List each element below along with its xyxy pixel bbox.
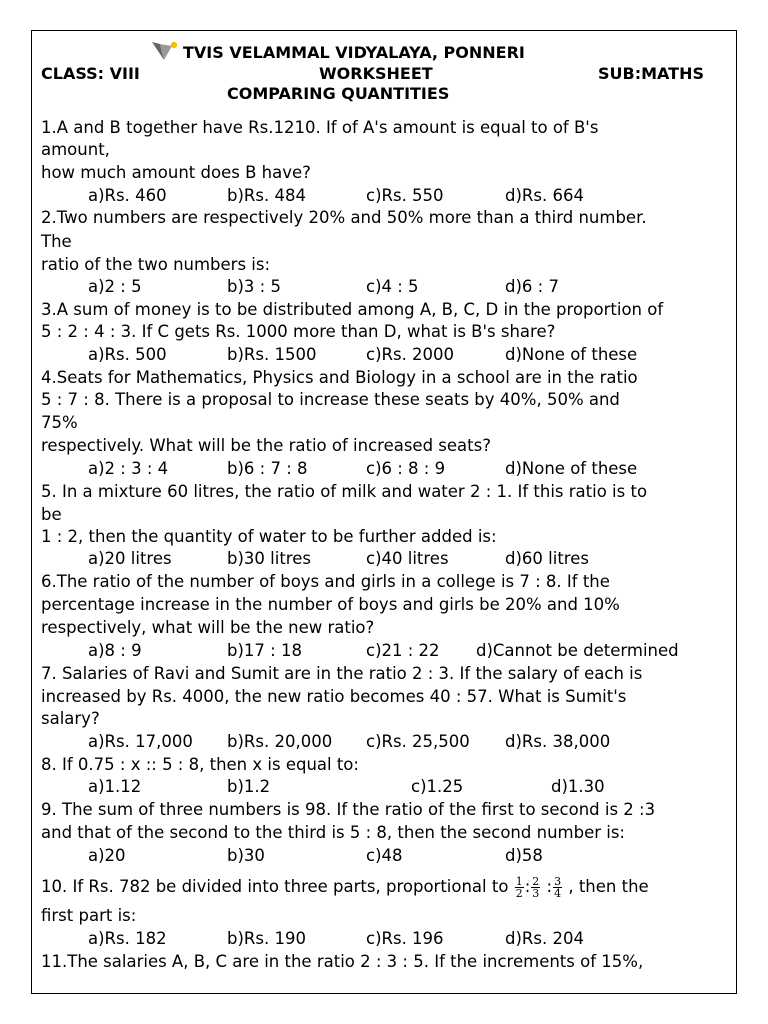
fraction-numerator: 2 <box>532 875 540 888</box>
question-line: 9. The sum of three numbers is 98. If the ratio of the first to second is 2 :3 <box>41 800 656 819</box>
option-b: b)30 <box>227 846 265 865</box>
question-line: 75% <box>41 413 78 432</box>
option-d: d)Rs. 204 <box>505 929 584 948</box>
question-line: 1 : 2, then the quantity of water to be further added is: <box>41 527 497 546</box>
option-b: b)17 : 18 <box>227 641 302 660</box>
option-c: c)Rs. 25,500 <box>366 732 470 751</box>
option-a: a)Rs. 17,000 <box>88 732 193 751</box>
school-logo-icon <box>150 40 180 62</box>
question-line <box>41 876 649 899</box>
class-label: CLASS: VIII <box>41 64 140 83</box>
option-d: d)None of these <box>505 345 638 364</box>
fraction <box>515 876 524 899</box>
ratio-separator: : <box>524 877 531 896</box>
option-b: b)Rs. 484 <box>227 186 306 205</box>
topic-title: COMPARING QUANTITIES <box>227 84 450 103</box>
fraction <box>531 876 540 899</box>
question-line: first part is: <box>41 906 137 925</box>
option-d: d)Rs. 664 <box>505 186 584 205</box>
question-text: 10. If Rs. 782 be divided into three parts, proportional to <box>41 877 509 896</box>
question-line: increased by Rs. 4000, the new ratio becomes 40 : 57. What is Sumit's <box>41 687 627 706</box>
option-d: d)6 : 7 <box>505 277 559 296</box>
option-a: a)Rs. 460 <box>88 186 167 205</box>
option-b: b)30 litres <box>227 549 311 568</box>
question-line: 5 : 2 : 4 : 3. If C gets Rs. 1000 more than D, what is B's share? <box>41 322 556 341</box>
question-line: 11.The salaries A, B, C are in the ratio 2 : 3 : 5. If the increments of 15%, <box>41 952 644 971</box>
question-line: 3.A sum of money is to be distributed among A, B, C, D in the proportion of <box>41 300 664 319</box>
option-a: a)Rs. 500 <box>88 345 167 364</box>
option-b: b)1.2 <box>227 777 271 796</box>
option-d: d)58 <box>505 846 543 865</box>
option-c: c)Rs. 2000 <box>366 345 455 364</box>
worksheet-label: WORKSHEET <box>319 64 433 83</box>
option-a: a)8 : 9 <box>88 641 142 660</box>
option-b: b)3 : 5 <box>227 277 281 296</box>
option-c: c)21 : 22 <box>366 641 440 660</box>
question-text: , then the <box>563 877 649 896</box>
school-name: TVIS VELAMMAL VIDYALAYA, PONNERI <box>183 43 525 62</box>
option-d: d)None of these <box>505 459 638 478</box>
question-line: 4.Seats for Mathematics, Physics and Biology in a school are in the ratio <box>41 368 638 387</box>
option-c: c)Rs. 196 <box>366 929 444 948</box>
question-line: 1.A and B together have Rs.1210. If of A's amount is equal to of B's <box>41 118 599 137</box>
question-line: salary? <box>41 709 100 728</box>
option-c: c)Rs. 550 <box>366 186 444 205</box>
question-line: respectively. What will be the ratio of increased seats? <box>41 436 491 455</box>
option-c: c)40 litres <box>366 549 449 568</box>
option-a: a)Rs. 182 <box>88 929 167 948</box>
option-b: b)Rs. 20,000 <box>227 732 333 751</box>
fraction-numerator: 1 <box>515 875 523 888</box>
question-line: The <box>41 232 72 251</box>
fraction-numerator: 3 <box>554 875 562 888</box>
option-a: a)20 <box>88 846 126 865</box>
option-d: d)Cannot be determined <box>476 641 679 660</box>
question-line: percentage increase in the number of boys and girls be 20% and 10% <box>41 595 620 614</box>
option-c: c)6 : 8 : 9 <box>366 459 446 478</box>
question-line: be <box>41 505 62 524</box>
option-c: c)4 : 5 <box>366 277 419 296</box>
option-a: a)2 : 5 <box>88 277 142 296</box>
option-a: a)20 litres <box>88 549 172 568</box>
fraction-denominator: 2 <box>515 887 523 900</box>
fraction-denominator: 3 <box>532 887 540 900</box>
option-d: d)1.30 <box>551 777 605 796</box>
option-c: c)1.25 <box>411 777 464 796</box>
option-b: b)Rs. 1500 <box>227 345 317 364</box>
question-line: 5 : 7 : 8. There is a proposal to increase these seats by 40%, 50% and <box>41 390 620 409</box>
question-line: how much amount does B have? <box>41 163 311 182</box>
subject-label: SUB:MATHS <box>598 64 704 83</box>
question-line: 7. Salaries of Ravi and Sumit are in the ratio 2 : 3. If the salary of each is <box>41 664 643 683</box>
question-line: 6.The ratio of the number of boys and girls in a college is 7 : 8. If the <box>41 572 610 591</box>
option-d: d)60 litres <box>505 549 589 568</box>
ratio-separator: : <box>541 877 553 896</box>
option-a: a)2 : 3 : 4 <box>88 459 169 478</box>
option-c: c)48 <box>366 846 403 865</box>
question-line: ratio of the two numbers is: <box>41 255 271 274</box>
option-b: b)Rs. 190 <box>227 929 306 948</box>
fraction <box>553 876 562 899</box>
option-a: a)1.12 <box>88 777 142 796</box>
option-b: b)6 : 7 : 8 <box>227 459 308 478</box>
question-line: 2.Two numbers are respectively 20% and 50% more than a third number. <box>41 208 647 227</box>
fraction-denominator: 4 <box>554 887 562 900</box>
question-line: and that of the second to the third is 5 : 8, then the second number is: <box>41 823 625 842</box>
question-line: amount, <box>41 140 110 159</box>
question-line: 5. In a mixture 60 litres, the ratio of milk and water 2 : 1. If this ratio is to <box>41 482 648 501</box>
question-line: 8. If 0.75 : x :: 5 : 8, then x is equal to: <box>41 755 359 774</box>
option-d: d)Rs. 38,000 <box>505 732 611 751</box>
question-line: respectively, what will be the new ratio? <box>41 618 375 637</box>
